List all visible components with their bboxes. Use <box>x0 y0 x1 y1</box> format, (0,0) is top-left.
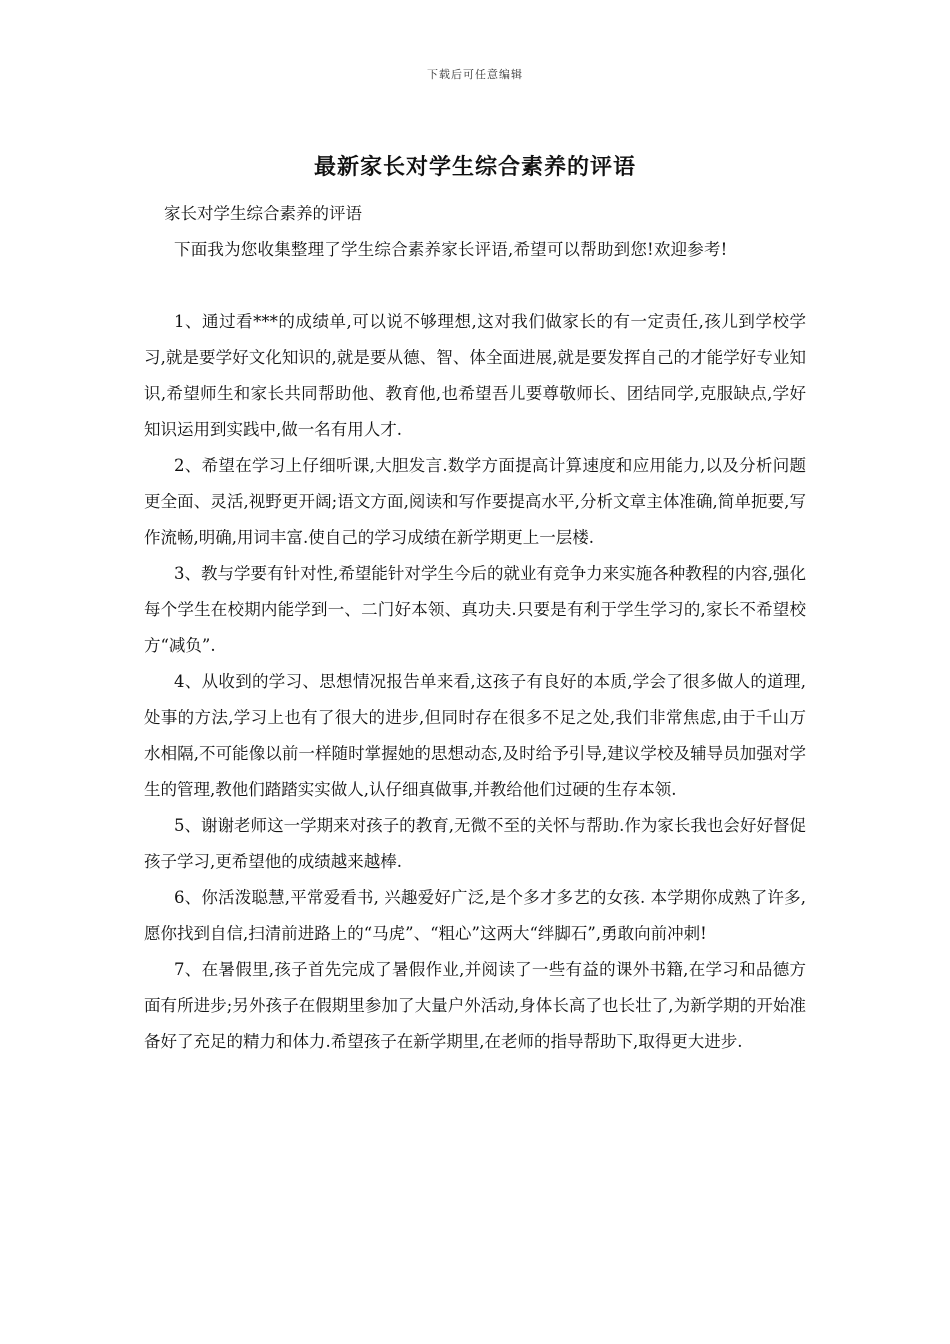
comment-item-1: 1、通过看***的成绩单,可以说不够理想,这对我们做家长的有一定责任,孩儿到学校学习,就是要学好文化知识的,就是要从德、智、体全面进展,就是要发挥自己的才能学好专业知识,希望师生和家长共同帮助他、教育他,也希望吾儿要尊敬师长、团结同学,克服缺点,学好知识运用到实践中,做一名有用人才. <box>144 312 806 439</box>
comment-item-7: 7、在暑假里,孩子首先完成了暑假作业,并阅读了一些有益的课外书籍,在学习和品德方面有所进步;另外孩子在假期里参加了大量户外活动,身体长高了也长壮了,为新学期的开始准备好了充足的精力和体力.希望孩子在新学期里,在老师的指导帮助下,取得更大进步. <box>144 960 806 1051</box>
comment-item-2: 2、希望在学习上仔细听课,大胆发言.数学方面提高计算速度和应用能力,以及分析问题更全面、灵活,视野更开阔;语文方面,阅读和写作要提高水平,分析文章主体准确,简单扼要,写作流畅,明确,用词丰富.使自己的学习成绩在新学期更上一层楼. <box>144 456 806 547</box>
document-subtitle: 家长对学生综合素养的评语 <box>164 204 362 223</box>
download-note: 下载后可任意编辑 <box>427 68 523 81</box>
comment-item-5: 5、谢谢老师这一学期来对孩子的教育,无微不至的关怀与帮助.作为家长我也会好好督促孩子学习,更希望他的成绩越来越棒. <box>144 816 806 871</box>
comment-list <box>144 304 806 1060</box>
comment-item-3: 3、教与学要有针对性,希望能针对学生今后的就业有竞争力来实施各种教程的内容,强化每个学生在校期内能学到一、二门好本领、真功夫.只要是有利于学生学习的,家长不希望校方“减负”. <box>144 564 806 655</box>
comment-item-6: 6、你活泼聪慧,平常爱看书, 兴趣爱好广泛,是个多才多艺的女孩. 本学期你成熟了许多,愿你找到自信,扫清前进路上的“马虎”、“粗心”这两大“绊脚石”,勇敢向前冲刺! <box>144 888 806 943</box>
document-title: 最新家长对学生综合素养的评语 <box>313 155 636 180</box>
document-body <box>144 196 806 1060</box>
comment-item-4: 4、从收到的学习、思想情况报告单来看,这孩子有良好的本质,学会了很多做人的道理,处事的方法,学习上也有了很大的进步,但同时存在很多不足之处,我们非常焦虑,由于千山万水相隔,不可能像以前一样随时掌握她的思想动态,及时给予引导,建议学校及辅导员加强对学生的管理,教他们踏踏实实做人,认仔细真做事,并教给他们过硬的生存本领. <box>144 672 806 799</box>
blank-line <box>144 268 806 304</box>
intro-paragraph: 下面我为您收集整理了学生综合素养家长评语,希望可以帮助到您!欢迎参考! <box>174 240 728 259</box>
